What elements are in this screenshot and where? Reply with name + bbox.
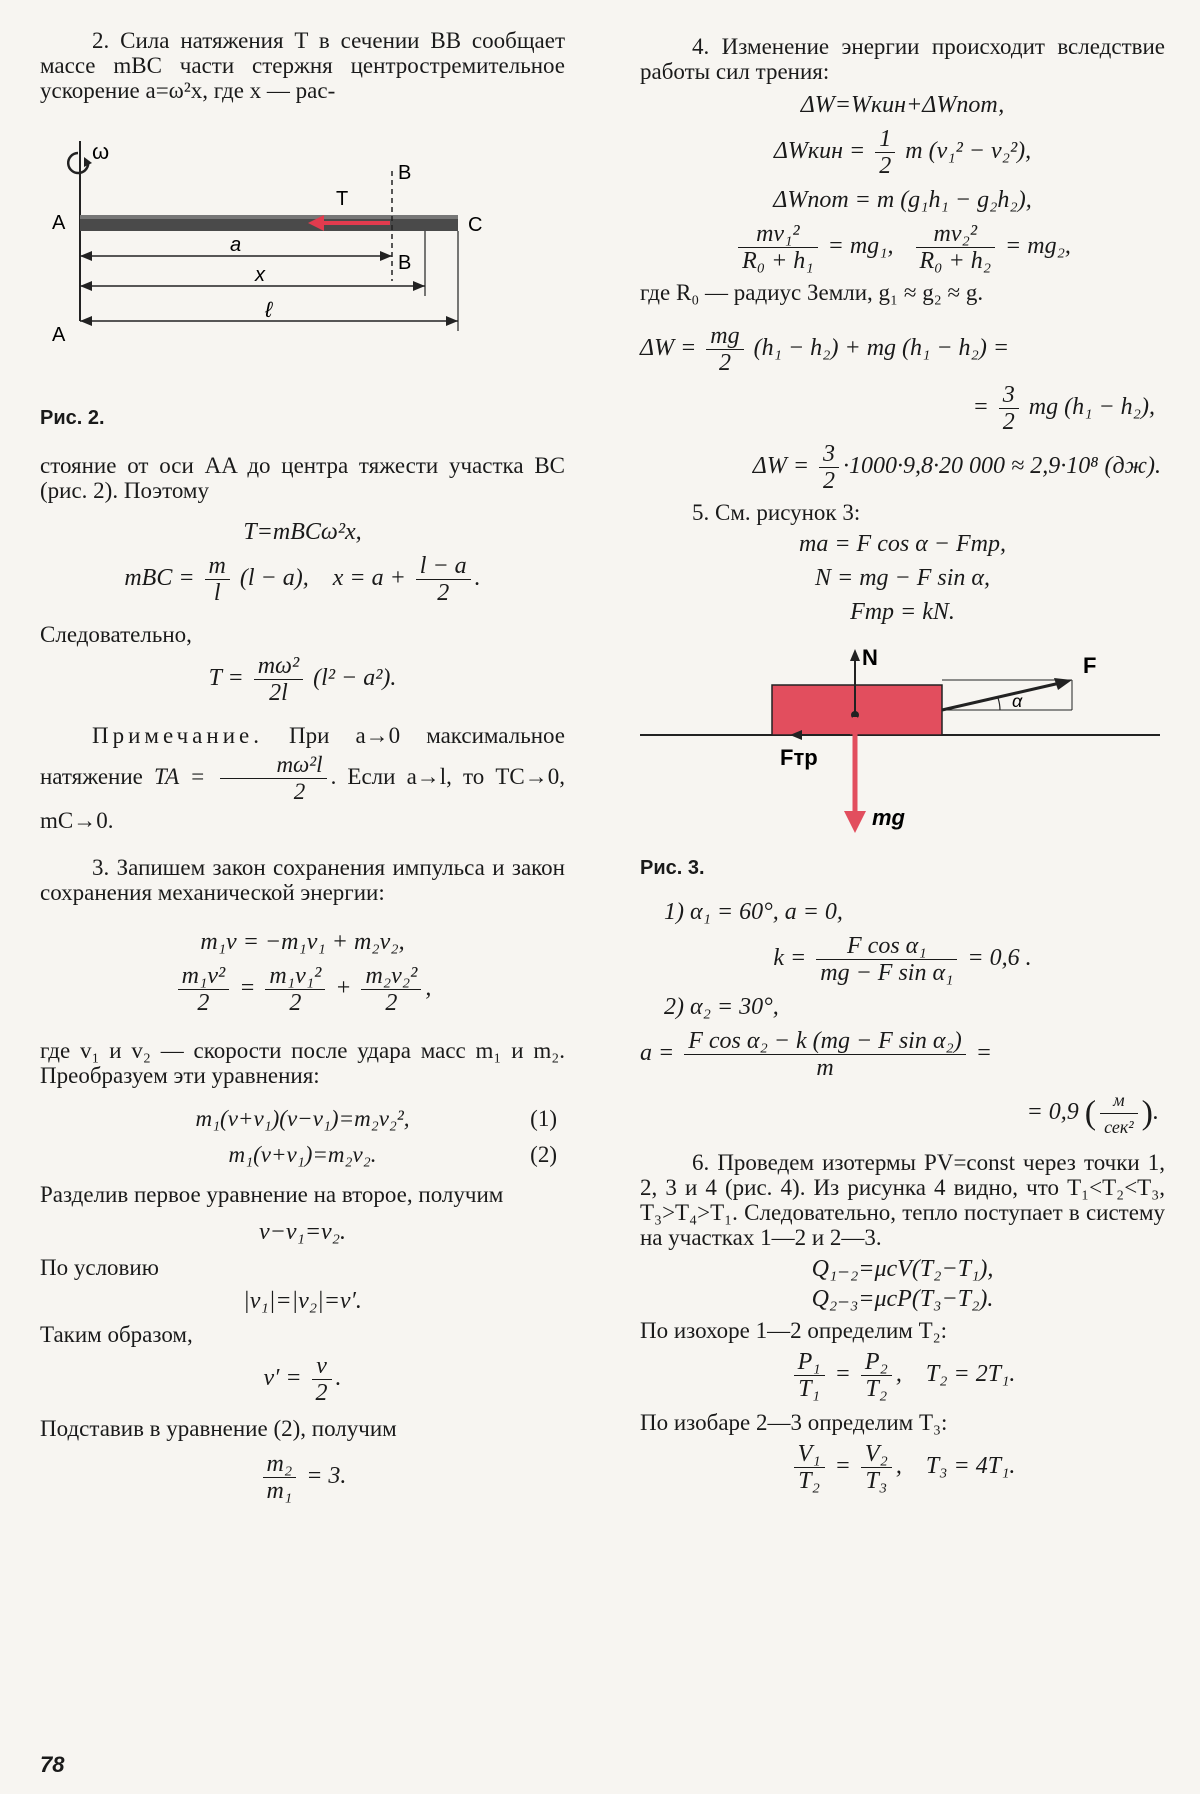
- equation-abs: |v₁|=|v₂|=v′.: [243, 1288, 362, 1314]
- equation-isochore: $\frac{\text{P₁}}{\text{T₁}}$ = $\frac{\text{P₂}}{\text{T₂}}$ , T₂ = 2T₁.: [640, 1349, 1165, 1402]
- substitute-text: Подставив в уравнение (2), получим: [40, 1416, 397, 1441]
- equation-N: N = mg − F sin α,: [815, 565, 990, 591]
- equation-dW-expanded: ΔW = $\frac{mg}{2}$ (h₁ − h₂) + mg (h₁ − h₂) =: [640, 323, 1010, 376]
- equation-Q23: Q₂₋₃=μcP(T₃−T₂).: [811, 1286, 994, 1312]
- problem-3-where: где v₁ и v₂ — скорости после удара масс m₁ и m₂. Преобразуем эти уравнения:: [40, 1038, 565, 1088]
- equation-Q12: Q₁₋₂=μcV(T₂−T₁),: [811, 1256, 994, 1282]
- equation-1: m₁(v+v₁)(v−v₁)=m₂v₂², (1): [195, 1106, 557, 1131]
- frac-TA: $\frac{\text{mω²l}}{2}$: [220, 752, 326, 805]
- equation-vprime: v′ = $\frac{v}{2}$ .: [263, 1353, 342, 1406]
- figure-3-caption: Рис. 3.: [640, 857, 705, 879]
- figure-3-block-diagram: [640, 635, 1165, 850]
- label-A-top: A: [52, 212, 66, 234]
- label-mg: mg: [872, 805, 905, 830]
- equation-dW-numeric: ΔW = $\frac{3}{2}$ ·1000·9,8·20 000 ≈ 2,9·10⁸ (дж).: [752, 441, 1161, 494]
- equation-mBC-x: mBC = $\frac{m}{l}$ (l − a), x = a + $\frac{l - a}{2}$ .: [124, 553, 481, 606]
- equation-centripetal: $\frac{\text{mv₁²}}{\text{R₀ + h₁}}$ = mg₁, $\frac{\text{mv₂²}}{\text{R₀ + h₂}}$ = mg₂,: [640, 221, 1165, 274]
- therefore-label: Следовательно,: [40, 622, 192, 647]
- case-2-header: 2) α₂ = 30°,: [664, 994, 779, 1020]
- omega-rotation-icon: [68, 139, 109, 173]
- omega-label: ω: [92, 139, 110, 164]
- equation-mass-ratio: $\frac{\text{m₂}}{\text{m₁}}$ = 3.: [40, 1451, 565, 1504]
- figure-2-caption: Рис. 2.: [40, 407, 105, 429]
- equation-Ftr: Fтр = kN.: [850, 599, 955, 625]
- label-alpha: α: [1012, 691, 1023, 711]
- problem-3-intro: 3. Запишем закон сохранения импульса и закон сохранения механической энергии:: [40, 855, 565, 905]
- equation-2-number: (2): [530, 1142, 557, 1167]
- equation-a-result: = 0,9 ( $\frac{м}{\text{сек²}}$ ).: [640, 1087, 1165, 1140]
- equation-dW: ΔW=Wкин+ΔWпот,: [800, 92, 1005, 118]
- equation-ma: ma = F cos α − Fтр,: [799, 531, 1006, 557]
- equation-a: a = $\frac{\text{F cos α₂ − k (mg − F sin α₂)}}{m}$ =: [640, 1028, 992, 1081]
- problem-5-intro: 5. См. рисунок 3:: [692, 500, 861, 525]
- problem-2-intro: 2. Сила натяжения T в сечении BB сообщает массе mBC части стержня центростремительное ускорение a=ω²x, где x — рас-: [40, 28, 565, 103]
- frac-momega2-over-2l: $\frac{\text{mω²}}{2l}$: [254, 653, 303, 706]
- frac-m-over-l: $\frac{m}{l}$: [205, 553, 230, 606]
- equation-dW-kin: ΔWкин = $\frac{1}{2}$ m (v₁² − v₂²),: [773, 126, 1032, 179]
- force-F-construction: [942, 678, 1072, 710]
- divide-text: Разделив первое уравнение на второе, получим: [40, 1182, 504, 1207]
- equation-dW-pot: ΔWпот = m (g₁h₁ − g₂h₂),: [773, 187, 1032, 213]
- label-C: C: [468, 214, 483, 236]
- rod-highlight: [80, 215, 458, 219]
- equation-T-final: T = $\frac{\text{mω²}}{2l}$ (l² − a²).: [208, 653, 397, 706]
- dimension-l: [80, 231, 458, 331]
- isochore-text: По изохоре 1—2 определим T₂:: [640, 1318, 948, 1343]
- label-T: T: [336, 188, 349, 210]
- label-A-bottom: A: [52, 324, 66, 346]
- equation-1-number: (1): [530, 1106, 557, 1131]
- eq-mBC-left: mBC =: [124, 565, 195, 592]
- problem-4-intro: 4. Изменение энергии происходит вследствие работы сил трения:: [640, 34, 1165, 84]
- dimension-a: [80, 234, 392, 261]
- equation-2: m₁(v+v₁)=m₂v₂. (2): [228, 1142, 557, 1167]
- frac-l-minus-a-over-2: $\frac{l - a}{2}$: [416, 553, 471, 606]
- label-x: x: [255, 264, 265, 286]
- thus-text: Таким образом,: [40, 1322, 193, 1347]
- note-paragraph: Примечание. При a→0 максимальное натяжение TA = $\frac{\text{mω²l}}{2}$ . Если a→l, то TC→0, mC→0.: [40, 723, 566, 833]
- figure-2-rod-diagram: [40, 131, 520, 366]
- label-Ftr: Fтр: [780, 745, 818, 770]
- isobar-text: По изобаре 2—3 определим T₃:: [640, 1410, 948, 1435]
- earth-radius-text: где R₀ — радиус Земли, g₁ ≈ g₂ ≈ g.: [640, 280, 984, 305]
- problem-6-intro: 6. Проведем изотермы PV=const через точки 1, 2, 3 и 4 (рис. 4). Из рисунка 4 видно, что T₁<T₂<T₃, T₃>T₄>T₁. Следовательно, тепло поступает в систему на участках 1—2 и 2—3.: [640, 1150, 1165, 1250]
- right-column: [640, 28, 1165, 1500]
- equation-dW-simplified: = $\frac{3}{2}$ mg (h₁ − h₂),: [972, 382, 1155, 435]
- eq-x-left: x = a +: [332, 565, 406, 592]
- case-1-header: 1) α₁ = 60°, a = 0,: [664, 899, 843, 925]
- equation-momentum: m₁v = −m₁v₁ + m₂v₂,: [200, 929, 405, 955]
- label-F: F: [1083, 653, 1097, 678]
- eq-mBC-rest: (l − a),: [239, 565, 309, 592]
- condition-text: По условию: [40, 1255, 159, 1280]
- dimension-x: [80, 231, 425, 296]
- equation-v: v−v₁=v₂.: [258, 1219, 347, 1245]
- equation-k: k = $\frac{\text{F cos α₁}}{\text{mg − F sin α₁}}$ = 0,6 .: [773, 933, 1032, 986]
- left-column: [40, 28, 565, 1510]
- equation-T: T=mBCω²x,: [243, 519, 362, 545]
- problem-2-continued: стояние от оси AA до центра тяжести участка BC (рис. 2). Поэтому: [40, 453, 565, 503]
- equation-isobar: $\frac{\text{V₁}}{\text{T₂}}$ = $\frac{\text{V₂}}{\text{T₃}}$ , T₃ = 4T₁.: [640, 1441, 1165, 1494]
- page-number: 78: [40, 1752, 65, 1777]
- label-N: N: [862, 645, 878, 670]
- equation-energy: $\frac{\text{m₁v²}}{2}$ = $\frac{\text{m₁v₁²}}{2}$ + $\frac{\text{m₂v₂²}}{2}$ ,: [40, 963, 565, 1016]
- label-a: a: [230, 234, 242, 256]
- label-B-bottom: B: [398, 252, 412, 274]
- note-label: Примечание.: [92, 723, 263, 748]
- label-B-top: B: [398, 162, 412, 184]
- label-l: ℓ: [265, 297, 273, 322]
